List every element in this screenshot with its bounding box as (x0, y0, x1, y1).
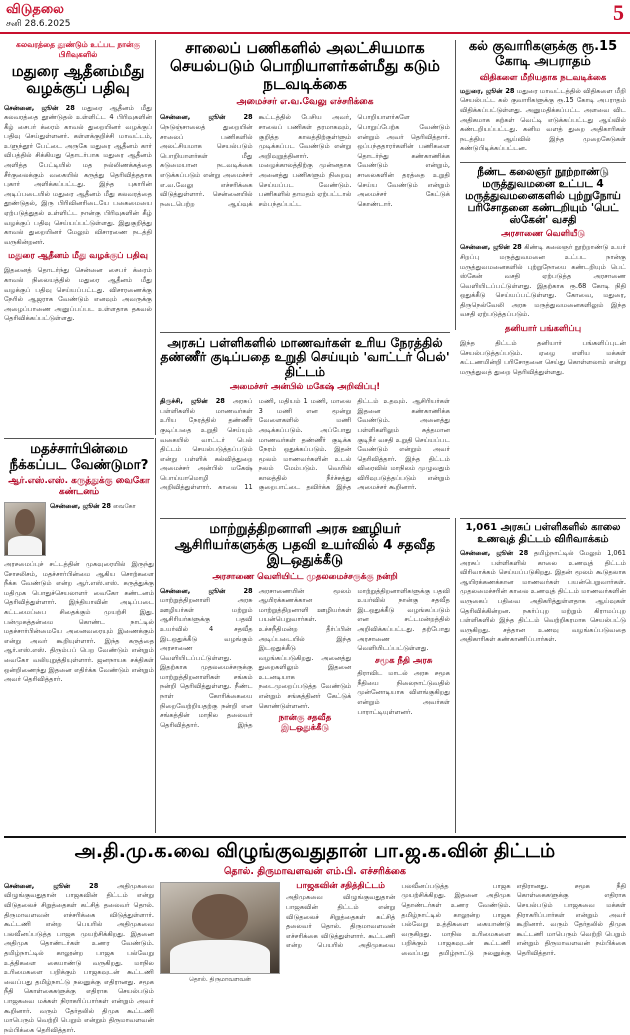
page-header (0, 0, 630, 34)
article-body (4, 104, 152, 248)
article-subhead: ஆர்.எஸ்.எஸ். கருத்துக்கு வைகோ கண்டனம் (8, 476, 150, 498)
photo-caption: தொல். திருமாவளவன் (189, 975, 251, 983)
article-headline: அ.தி.மு.க.வை விழுங்குவதுதான் பா.ஜ.க.வின் திட்டம் (74, 840, 556, 862)
bjp-body-wrap (4, 880, 626, 1034)
article-dateline: திருச்சி, ஜூன் 28 (160, 397, 225, 406)
article-body (460, 549, 626, 645)
article-text: அதிமுகவை விழுங்குவதுதான் பாஜகவின் திட்டம் என்று விடுதலைச் சிறுத்தைகள் கட்சித் தலைவர் தொல். திருமாவளவன் எச்சரிக்கை விடுத்துள்ளார். கூட்டணி என்ற பெயரில் அதிமுகவை பலவீனப்படுத்த பாஜக முயற்சிக்கிறது. இதனை அதிமுக தொண்டர்கள் உணர வேண்டும். தமிழ்நாட்டில் காலூன்ற பாஜக பல்வேறு உத்திகளை கையாண்டு வருகிறது. மாநில உரிமைகளை பறிக்கும் பாஜகவுடன் கூட்டணி வைப்பது தமிழ்நாட்டு நலனுக்கு எதிரானது. சமூக நீதி கொள்கைகளுக்கு எதிராக செயல்படும் பாஜகவை மக்கள் நிராகரிப்பார்கள் என்றும் அவர் கூறினார். வரும் தேர்தலில் திமுக கூட்டணி மாபெரும் வெற்றி பெறும் என்றும் திருமாவளவன் நம்பிக்கை தெரிவித்தார். (4, 881, 154, 1034)
article-body (460, 243, 626, 320)
article-subhead-2: நான்கு சதவீத இடஒதுக்கீடு (278, 713, 332, 733)
photo-caption: வைகோ (113, 503, 136, 511)
article-headline: மாற்றுத்திறனாளி அரசு ஊழியர் ஆசிரியர்களுக்கு பதவி உயர்வில் 4 சதவீத இடஒதுக்கீடு (174, 521, 436, 569)
article-headline: நீண்ட கலைஞர் நூற்றாண்டு மருத்துவமனை உட்பட 4 மருத்துவமனைகளில் புற்றுநோய் பரிசோதனை கண்டறியும் 'பெட் ஸ்கேன்' வசதி (465, 166, 621, 227)
section-rule (160, 518, 450, 519)
article-body (460, 87, 626, 154)
page-number: 5 (613, 0, 624, 25)
article-dateline: சென்னை, ஜூன் 28 (160, 586, 253, 595)
thirumavalavan-photo (160, 882, 280, 974)
article-dateline: சென்னை, ஜூன் 28 (50, 502, 111, 511)
masthead: விடுதலை (6, 2, 64, 17)
article-text: தமிழ்நாட்டில் மேலும் 1,061 அரசுப் பள்ளிகளில் காலை உணவுத் திட்டம் விரிவாக்கம் செய்யப்படுகிறது. இதன் மூலம் கூடுதலாக ஆயிரக்கணக்கான மாணவர்கள் பயன்பெறுவார்கள். முதலமைச்சரின் காலை உணவுத் திட்டம் மாணவர்களின் வருகைப் பதிவை அதிகரித்துள்ளதாக ஆய்வுகள் தெரிவிக்கின்றன. நகர்ப்புற மற்றும் கிராமப்புற பள்ளிகளில் இந்த திட்டம் வெற்றிகரமாக செயல்பட்டு வருகிறது. சத்தான உணவு வழங்கப்படுவதை அதிகாரிகள் கண்காணிப்பார்கள். (460, 549, 626, 644)
article-subhead: அமைச்சர் அன்பில் மகேஷ் அறிவிப்பு! (229, 382, 381, 393)
section-rule (4, 438, 154, 439)
article-body-2: இந்த திட்டம் தனியார் பங்களிப்புடன் செயல்படுத்தப்படும். ஏழை எளிய மக்கள் கட்டணமின்றி பரிசோதனை செய்து கொள்ளலாம் என்று மருத்துவத் துறை தெரிவித்துள்ளது. (460, 339, 626, 376)
article-headline: கல் குவாரிகளுக்கு ரூ.15 கோடி அபராதம் (468, 39, 618, 69)
article-body: அரசமைப்புச் சட்டத்தின் முகவுரையில் இருந்து சோசலிசம், மதச்சார்பின்மை ஆகிய சொற்களை நீக்க வேண்டும் என்ற ஆர்.எஸ்.எஸ். கருத்துக்கு மதிமுக பொதுச்செயலாளர் வைகோ கண்டனம் தெரிவித்துள்ளார். இந்தியாவின் அடிப்படை கட்டமைப்பை சிதைக்கும் முயற்சி இது. பன்முகத்தன்மை கொண்ட நாட்டில் மதச்சார்பின்மையே அனைவரையும் இணைக்கும் என்று அவர் கூறியுள்ளார். இந்த கருத்தை ஆர்.எஸ்.எஸ். திரும்பப் பெற வேண்டும் என்றும் வைகோ வலியுறுத்தியுள்ளார். ஜனநாயக சக்திகள் ஒன்றிணைந்து இதனை எதிர்க்க வேண்டும் என்றும் அவர் தெரிவித்தார். (4, 560, 154, 684)
article-bjp-strategy (4, 840, 626, 1034)
article-body-2: இதனைத் தொடர்ந்து சென்னை சைபர் க்ரைம் காவல் நிலையத்தில் மதுரை ஆதீனம் மீது வழக்குப் பதிவு செய்யப்பட்டது. விசாரணைக்கு நேரில் ஆஜராக வேண்டும் எனவும் அவருக்கு அழைப்பாணை அனுப்பப்பட உள்ளதாக தகவல் தெரிவிக்கப்பட்டுள்ளது. (4, 266, 152, 323)
article-subhead-2: பாஜகவின் சதித்திட்டம் (296, 880, 386, 891)
article-subhead-3: சமூக நீதி அரசு (375, 655, 433, 666)
article-subhead: விதிகளை மீறியதாக நடவடிக்கை (479, 72, 607, 83)
article-headline: சாலைப் பணிகளில் அலட்சியமாக செயல்படும் பொறியாளர்கள்மீது கடும் நடவடிக்கை (169, 39, 441, 93)
article-text: மதுரை மாவட்டத்தில் விதிகளை மீறி செயல்பட்ட கல் குவாரிகளுக்கு ரூ.15 கோடி அபராதம் விதிக்கப்பட்டுள்ளது. அனுமதிக்கப்பட்ட அளவை விட அதிகமாக கற்கள் வெட்டி எடுக்கப்பட்டது ஆய்வில் கண்டறியப்பட்டது. கனிம வளத் துறை அதிகாரிகள் நடத்திய ஆய்வில் இந்த முறைகேடுகள் கண்டுபிடிக்கப்பட்டன. (460, 86, 626, 153)
article-madurai-aadheenam (4, 40, 152, 435)
article-text-continued: அதிமுகவை விழுங்குவதுதான் பாஜகவின் திட்டம் என்று விடுதலைச் சிறுத்தைகள் கட்சித் தலைவர் தொல். திருமாவளவன் எச்சரிக்கை விடுத்துள்ளார். கூட்டணி என்ற பெயரில் அதிமுகவை பலவீனப்படுத்த பாஜக முயற்சிக்கிறது. இதனை அதிமுக தொண்டர்கள் உணர வேண்டும். தமிழ்நாட்டில் காலூன்ற பாஜக பல்வேறு உத்திகளை கையாண்டு வருகிறது. மாநில உரிமைகளை பறிக்கும் பாஜகவுடன் கூட்டணி வைப்பது தமிழ்நாட்டு நலனுக்கு எதிரானது. சமூக நீதி கொள்கைகளுக்கு எதிராக செயல்படும் பாஜகவை மக்கள் நிராகரிப்பார்கள் என்றும் அவர் கூறினார். வரும் தேர்தலில் திமுக கூட்டணி மாபெரும் வெற்றி பெறும் என்றும் திருமாவளவன் நம்பிக்கை தெரிவித்தார். (286, 881, 626, 957)
article-body (286, 882, 626, 992)
article-pet-scan (460, 166, 626, 516)
article-dateline: சென்னை, ஜூன் 28 (4, 103, 75, 112)
article-headline: மதுரை ஆதீனம்மீது வழக்குப் பதிவு (11, 62, 145, 98)
article-dateline: மதுரை, ஜூன் 28 (460, 86, 515, 95)
vaiko-photo (4, 502, 46, 556)
column-rule (455, 40, 456, 330)
article-subhead: தொல். திருமாவளவன் எம்.பி. எச்சரிக்கை (224, 865, 406, 877)
article-kicker: கலவரத்தை தூண்டும் உட்பட நான்கு பிரிவுகளில் (16, 40, 140, 59)
article-body-3: திராவிட மாடல் அரசு சமூக நீதியை நிலைநாட்டுவதில் முன்னோடியாக விளங்குகிறது என்றும் அவர்கள் பாராட்டியுள்ளனர். (357, 669, 450, 716)
issue-date: சனி 28.6.2025 (6, 19, 71, 29)
article-dateline: சென்னை, ஜூன் 28 (160, 113, 253, 122)
section-rule (460, 162, 626, 163)
column-rule (155, 438, 156, 833)
article-subhead: அரசாணை வெளியீடு (501, 229, 585, 240)
article-text: அரசுப் பள்ளிகளில் மாணவர்கள் உரிய நேரத்தில் தண்ணீர் குடிப்பதை உறுதி செய்யும் வகையில் வாட்டர் பெல் திட்டம் செயல்படுத்தப்படும் என்று பள்ளிக் கல்வித்துறை அமைச்சர் அன்பில் மகேஷ் பொய்யாமொழி அறிவித்துள்ளார். காலை 11 மணி, மதியம் 1 மணி, மாலை 3 மணி என மூன்று வேளைகளில் மணி அடிக்கப்படும். அப்போது மாணவர்கள் தண்ணீர் குடிக்க நேரம் ஒதுக்கப்படும். இதன் மூலம் மாணவர்களின் உடல் நலம் மேம்படும். வெயில் காலத்தில் நீர்ச்சத்து குறைபாட்டை தவிர்க்க இந்த திட்டம் உதவும். ஆசிரியர்கள் இதனை கண்காணிக்க வேண்டும். அனைத்து பள்ளிகளிலும் சுத்தமான குடிநீர் வசதி உறுதி செய்யப்பட வேண்டும் என்றும் அவர் தெரிவித்தார். இந்த திட்டம் விரைவில் மாநிலம் முழுவதும் விரிவுபடுத்தப்படும் என்றும் அமைச்சர் கூறினார். (160, 397, 450, 492)
article-dateline: சென்னை, ஜூன் 28 (460, 549, 529, 557)
article-body (160, 113, 450, 209)
article-lead (4, 881, 154, 1034)
article-body (160, 397, 450, 493)
column-rule (155, 40, 156, 435)
article-dateline: சென்னை, ஜூன் 28 (460, 243, 522, 252)
section-rule (460, 518, 626, 519)
article-subhead: அரசாணை வெளியிட்ட முதலமைச்சருக்கு நன்றி (212, 571, 398, 582)
article-subhead: மதுரை ஆதீனம் மீது வழக்குப் பதிவு (8, 251, 148, 262)
article-subhead: அமைச்சர் எ.வ.வேலு எச்சரிக்கை (236, 97, 374, 108)
photo-block (4, 502, 154, 560)
article-text: மதுரை ஆதீனம் மீது கலவரத்தை தூண்டுதல் உள்ளிட்ட 4 பிரிவுகளின் கீழ் சைபர் க்ரைம் காவல் துறையினர் வழக்குப் பதிவு செய்துள்ளனர். கள்ளக்குறிச்சி மாவட்டம், உளுந்தூர் பேட்டை அருகே மதுரை ஆதீனம் கார் விபத்தில் சிக்கியது தொடர்பாக மதுரை ஆதீனம் அளித்த பேட்டியில் மத நல்லிணக்கத்தை சீர்குலைக்கும் வகையில் கருத்து தெரிவித்ததாக புகார் அளிக்கப்பட்டது. இந்த புகாரின் அடிப்படையில் மதுரை ஆதீனம் மீது கலவரத்தை தூண்டுதல், இரு பிரிவினரிடையே பகைமையை ஏற்படுத்துதல் உள்ளிட்ட நான்கு பிரிவுகளின் கீழ் வழக்குப் பதிவு செய்யப்பட்டுள்ளது. இதுகுறித்து காவல் துறையினர் மேலும் விசாரணை நடத்தி வருகின்றனர். (4, 103, 152, 246)
column-rule (455, 518, 456, 833)
article-quarry-fine (460, 40, 626, 160)
article-body (160, 587, 450, 734)
article-vaiko (4, 442, 154, 832)
article-headline: 1,061 அரசுப் பள்ளிகளில் காலை உணவுத் திட்டம் விரிவாக்கம் (465, 522, 621, 545)
article-teachers-quota (160, 522, 450, 832)
article-dateline: சென்னை, ஜூன் 28 (4, 881, 99, 890)
article-subhead-2: தனியார் பங்களிப்பு (504, 324, 582, 335)
article-text: நெடுஞ்சாலைத் துறையின் சாலைப் பணிகளில் அலட்சியமாக செயல்படும் பொறியாளர்கள் மீது கடுமையான நடவடிக்கை எடுக்கப்படும் என்று அமைச்சர் எ.வ.வேலு எச்சரிக்கை விடுத்துள்ளார். சென்னையில் நடைபெற்ற ஆய்வுக் கூட்டத்தில் பேசிய அவர், சாலைப் பணிகள் தரமாகவும், குறித்த காலத்திற்குள்ளும் முடிக்கப்பட வேண்டும் என்று அறிவுறுத்தினார். மழைக்காலத்திற்கு முன்னதாக அனைத்து பணிகளும் நிறைவு செய்யப்பட வேண்டும். பணிகளில் தாமதம் ஏற்பட்டால் சம்பந்தப்பட்ட பொறியாளர்களே பொறுப்பேற்க வேண்டும் என்றும் அவர் தெரிவித்தார். ஒப்பந்ததாரர்களின் பணிகளை தொடர்ந்து கண்காணிக்க வேண்டும் என்றும், சாலைகளின் தரத்தை உறுதி செய்ய வேண்டும் என்றும் அமைச்சர் கேட்டுக் கொண்டார். (160, 113, 450, 208)
article-water-bell (160, 336, 450, 516)
article-breakfast-scheme (460, 522, 626, 832)
section-rule (160, 332, 450, 333)
article-body-2: மாற்றுத்திறனாளிகளுக்கு பதவி உயர்வில் நான்கு சதவீத இடஒதுக்கீடு வழங்கப்படும் என சட்டமன்றத்தில் அறிவிக்கப்பட்டது. தற்போது அரசாணை வெளியிடப்பட்டுள்ளது. (357, 586, 450, 653)
section-rule (4, 836, 626, 838)
article-headline: அரசுப் பள்ளிகளில் மாணவர்கள் உரிய நேரத்தில் தண்ணீர் குடிப்பதை உறுதி செய்யும் 'வாட்டர் பெல்' திட்டம் (160, 335, 450, 379)
article-headline: மதச்சார்பின்மை நீக்கப்பட வேண்டுமா? (9, 441, 149, 473)
article-lead (50, 502, 154, 512)
article-text: கிண்டி கலைஞர் நூற்றாண்டு உயர் சிறப்பு மருத்துவமனை உட்பட நான்கு மருத்துவமனைகளில் புற்றுநோயை கண்டறியும் பெட் ஸ்கேன் வசதி ஏற்படுத்த அரசாணை வெளியிடப்பட்டுள்ளது. இதற்காக ரூ.68 கோடி நிதி ஒதுக்கீடு செய்யப்பட்டுள்ளது. கோவை, மதுரை, திருநெல்வேலி அரசு மருத்துவமனைகளிலும் இந்த வசதி ஏற்படுத்தப்படும். (460, 243, 626, 319)
article-text: மாற்றுத்திறனாளி அரசு ஊழியர்கள் மற்றும் ஆசிரியர்களுக்கு பதவி உயர்வில் 4 சதவீத இடஒதுக்கீடு வழங்கும் அரசாணை வெளியிடப்பட்டுள்ளது. இதற்காக முதலமைச்சருக்கு மாற்றுத்திறனாளிகள் சங்கம் நன்றி தெரிவித்துள்ளது. நீண்ட நாள் கோரிக்கையை நிறைவேற்றியதற்கு நன்றி என சங்கத்தின் மாநில தலைவர் தெரிவித்தார். இந்த அரசாணையின் மூலம் ஆயிரக்கணக்கான மாற்றுத்திறனாளி ஊழியர்கள் பயன்பெறுவார்கள். உச்சநீதிமன்ற தீர்ப்பின் அடிப்படையில் இந்த இடஒதுக்கீடு வழங்கப்படுகிறது. அனைத்து துறைகளிலும் இதனை உடனடியாக நடைமுறைப்படுத்த வேண்டும் என்றும் சங்கத்தினர் கேட்டுக் கொண்டுள்ளனர். (160, 586, 352, 729)
article-road-engineers (160, 40, 450, 330)
